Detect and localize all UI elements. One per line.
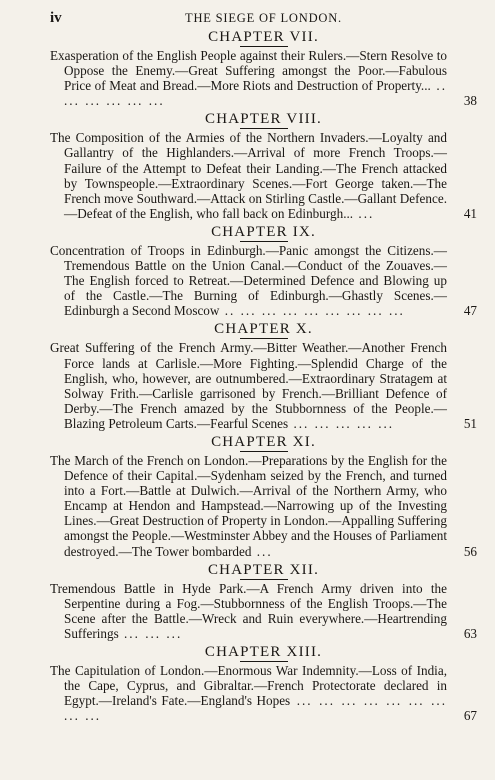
dot-leader: ... ... ... ... ... ... ... ... ... — [64, 693, 447, 724]
summary-text: Great Suffering of the French Army.—Bitter Weather.—Another French Force lands at Carlisle.—More Fighting.—Splendid Charge of the English, who, however, are outnumbered.—Extraordinary Stratagem at Solway Frith.—Carlisle garrisoned by French.—Brilliant Defence of Derby.—The French amazed by the Stubbornness of the People.—Blazing Petroleum Carts.—Fearful Scenes — [50, 340, 447, 431]
chapter-heading: CHAPTER X. — [214, 321, 313, 338]
page-number: 51 — [463, 415, 477, 431]
chapter-summary — [50, 130, 477, 221]
chapter-summary — [50, 663, 477, 723]
chapter-heading: CHAPTER VIII. — [205, 111, 322, 128]
dot-leader: ... — [353, 205, 375, 221]
chapter-entry — [50, 111, 477, 221]
dot-leader: .. ... ... ... ... ... — [64, 78, 448, 109]
summary-text: The Capitulation of London.—Enormous War Indemnity.—Loss of India, the Cape, Cyprus, and Gibraltar.—French Protectorate declared in Egypt.—Ireland's Fate.—England's Hopes — [50, 663, 447, 709]
chapter-rule — [240, 128, 288, 129]
chapter-entry — [50, 644, 477, 723]
dot-leader: ... — [251, 543, 273, 559]
summary-text: The March of the French on London.—Preparations by the English for the Defence of their Capital.—Sydenham seized by the French, and turned into a Fort.—Battle at Dulwich.—Arrival of the Northern Army, who Encamp at Hendon and Hampstead.—Narrowing up of the Investing Lines.—Great Destruction of Property in London.—Appalling Suffering amongst the People.—Westminster Abbey and the Houses of Parliament destroyed.—The Tower bombarded — [50, 452, 447, 559]
chapter-entry — [50, 29, 477, 108]
page-number: 41 — [463, 205, 477, 221]
chapter-rule — [240, 579, 288, 580]
summary-text: Tremendous Battle in Hyde Park.—A French Army driven into the Serpentine during a Fog.—Stubbornness of the English Troops.—The Scene after the Battle.—Wreck and Ruin everywhere.—Heartrending Sufferings — [50, 580, 447, 641]
page-number: 56 — [463, 543, 477, 559]
chapter-heading: CHAPTER IX. — [211, 223, 316, 240]
chapter-entry — [50, 224, 477, 318]
page-number: 47 — [463, 303, 477, 319]
chapter-rule — [240, 241, 288, 242]
dot-leader: ... ... ... ... ... — [288, 415, 395, 431]
summary-text: Concentration of Troops in Edinburgh.—Panic amongst the Citizens.—Tremendous Battle on the Union Canal.—Conduct of the Zouaves.—The English forced to Retreat.—Determined Defence and Blowing up of the Castle.—The Burning of Edinburgh.—Ghastly Scenes.—Edinburgh a Second Moscow — [50, 242, 447, 319]
table-of-contents — [50, 29, 477, 723]
page-number: 67 — [463, 708, 477, 724]
book-title: THE SIEGE OF LONDON. — [185, 11, 342, 25]
chapter-heading: CHAPTER VII. — [208, 29, 319, 45]
summary-text: Exasperation of the English People against their Rulers.—Stern Resolve to Oppose the Enemy.—Great Suffering amongst the Poor.—Fabulous Price of Meat and Bread.—More Riots and Destruction of Property... — [50, 48, 447, 94]
chapter-heading: CHAPTER XI. — [211, 433, 316, 450]
chapter-rule — [240, 661, 288, 662]
chapter-heading: CHAPTER XII. — [207, 561, 320, 578]
chapter-rule — [240, 451, 288, 452]
chapter-summary — [50, 243, 477, 318]
page-folio: iv — [50, 10, 62, 26]
summary-text: The Composition of the Armies of the Northern Invaders.—Loyalty and Gallantry of the Highlanders.—Arrival of more French Troops.—Failure of the Attempt to Defeat their Landing.—The French attacked by Townspeople.—Extraordinary Scenes.—Fort George taken.—The French move Southward.—Attack on Stirling Castle.—Gallant Defence.—Defeat of the English, who fall back on Edinburgh... — [50, 130, 447, 221]
page-number: 63 — [463, 625, 477, 641]
running-head — [50, 6, 477, 26]
chapter-summary — [50, 340, 477, 431]
dot-leader: .. ... ... ... ... ... ... ... ... — [219, 303, 405, 319]
dot-leader: ... ... ... — [118, 625, 183, 641]
chapter-rule — [240, 338, 288, 339]
page-number: 38 — [463, 93, 477, 109]
chapter-heading: CHAPTER XIII. — [204, 644, 323, 660]
chapter-summary — [50, 453, 477, 559]
chapter-entry — [50, 321, 477, 431]
chapter-entry — [50, 434, 477, 559]
chapter-summary — [50, 581, 477, 641]
chapter-summary — [50, 48, 477, 108]
chapter-entry — [50, 562, 477, 641]
chapter-rule — [240, 46, 288, 47]
